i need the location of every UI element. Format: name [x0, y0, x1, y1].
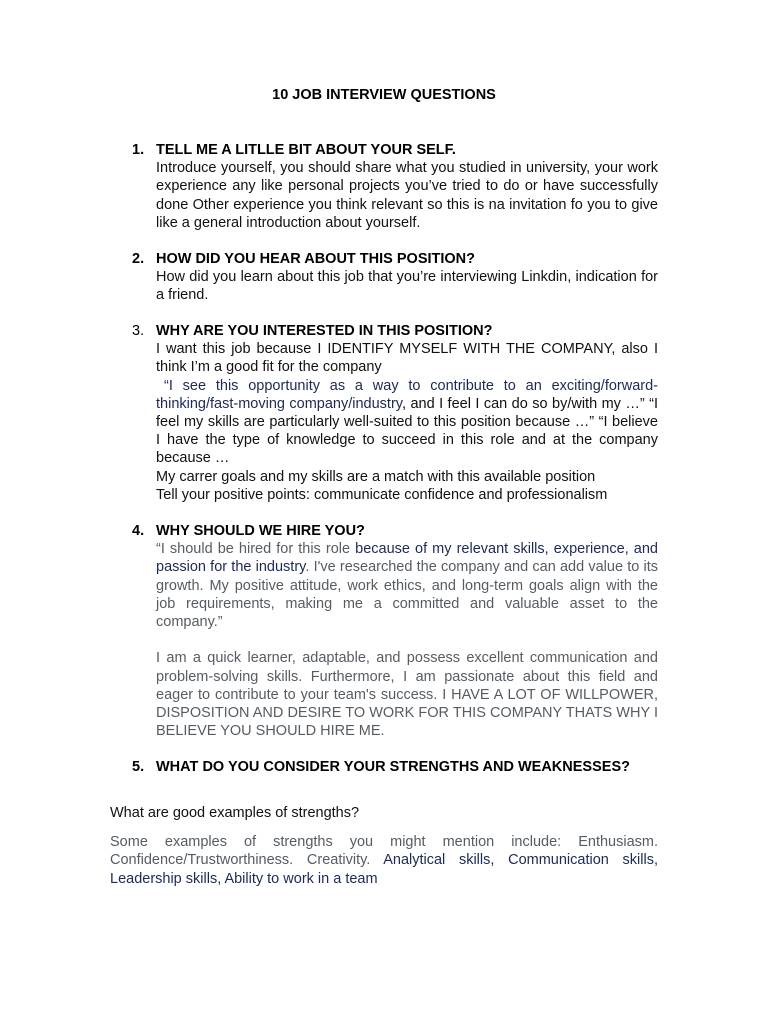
question-heading: WHAT DO YOU CONSIDER YOUR STRENGTHS AND WEAKNESSES? — [156, 759, 630, 775]
question-heading: HOW DID YOU HEAR ABOUT THIS POSITION? — [156, 251, 476, 267]
question-1 — [132, 141, 658, 232]
question-answer: How did you learn about this job that you’re interviewing Linkdin, indication for a friend. — [156, 269, 658, 304]
question-answer: Introduce yourself, you should share what you studied in university, your work experience any like personal projects you’ve tried to do or have successfully done Other experience you think relevant so this is na invitation fo you to give like a general introduction about yourself. — [156, 160, 658, 231]
highlighted-quote: “I see this opportunity as a way to contribute to an exciting/forward-thinking/fast-moving company/industry — [156, 377, 658, 412]
question-answer-positive: Tell your positive points: communicate confidence and professionalism — [156, 486, 608, 503]
question-answer-quotes — [156, 377, 658, 468]
question-number: 3. — [132, 323, 145, 339]
question-3 — [132, 322, 659, 504]
quote-continuation: , and I feel I can do so by/with my …” “I feel my skills are particularly well-suited to this position because …” “I believe I have the type of knowledge to succeed in this role and at the company because … — [156, 395, 659, 467]
question-heading: TELL ME A LITLLE BIT ABOUT YOUR SELF. — [156, 142, 456, 158]
question-number: 1. — [132, 142, 145, 158]
question-heading: WHY ARE YOU INTERESTED IN THIS POSITION? — [156, 323, 493, 339]
question-number: 5. — [132, 759, 145, 775]
question-heading: WHY SHOULD WE HIRE YOU? — [156, 523, 365, 539]
highlighted-phrase: because of my relevant skills, experience, and passion for the industry — [156, 541, 658, 576]
question-4 — [132, 522, 658, 740]
page-title: 10 JOB INTERVIEW QUESTIONS — [272, 87, 496, 103]
question-answer-intro: I want this job because I IDENTIFY MYSELF WITH THE COMPANY, also I think I’m a good fit for the company — [156, 341, 658, 376]
question-number: 2. — [132, 251, 145, 267]
question-answer-quote — [156, 540, 658, 631]
quote-start: “I should be hired for this role — [156, 541, 356, 558]
strengths-answer — [110, 833, 658, 888]
question-number: 4. — [132, 523, 145, 539]
question-answer-goals: My carrer goals and my skills are a match with this available position — [156, 468, 596, 485]
strengths-answer-text: Some examples of strengths you might mention include: Enthusiasm. Confidence/Trustworthiness. Creativity. — [110, 834, 658, 869]
strengths-list: Analytical skills, Communication skills, Leadership skills, Ability to work in a team — [110, 852, 658, 887]
question-5 — [132, 758, 658, 776]
question-answer-second: I am a quick learner, adaptable, and possess excellent communication and problem-solving skills. Furthermore, I am passionate about this field and eager to contribute to your team's success. I HAVE A LOT OF WILLPOWER, DISPOSITION AND DESIRE TO WORK FOR THIS COMPANY THATS WHY I BELIEVE YOU SHOULD HIRE ME. — [156, 650, 658, 740]
spacer — [156, 631, 658, 649]
spacer — [110, 822, 658, 833]
strengths-section — [110, 804, 658, 888]
quote-rest: . I've researched the company and can add value to its growth. My positive attitude, work ethics, and long-term goals align with the job requirements, making me a committed and valuable asset to the company.” — [156, 559, 658, 631]
strengths-question: What are good examples of strengths? — [110, 805, 360, 821]
question-2 — [132, 250, 658, 305]
